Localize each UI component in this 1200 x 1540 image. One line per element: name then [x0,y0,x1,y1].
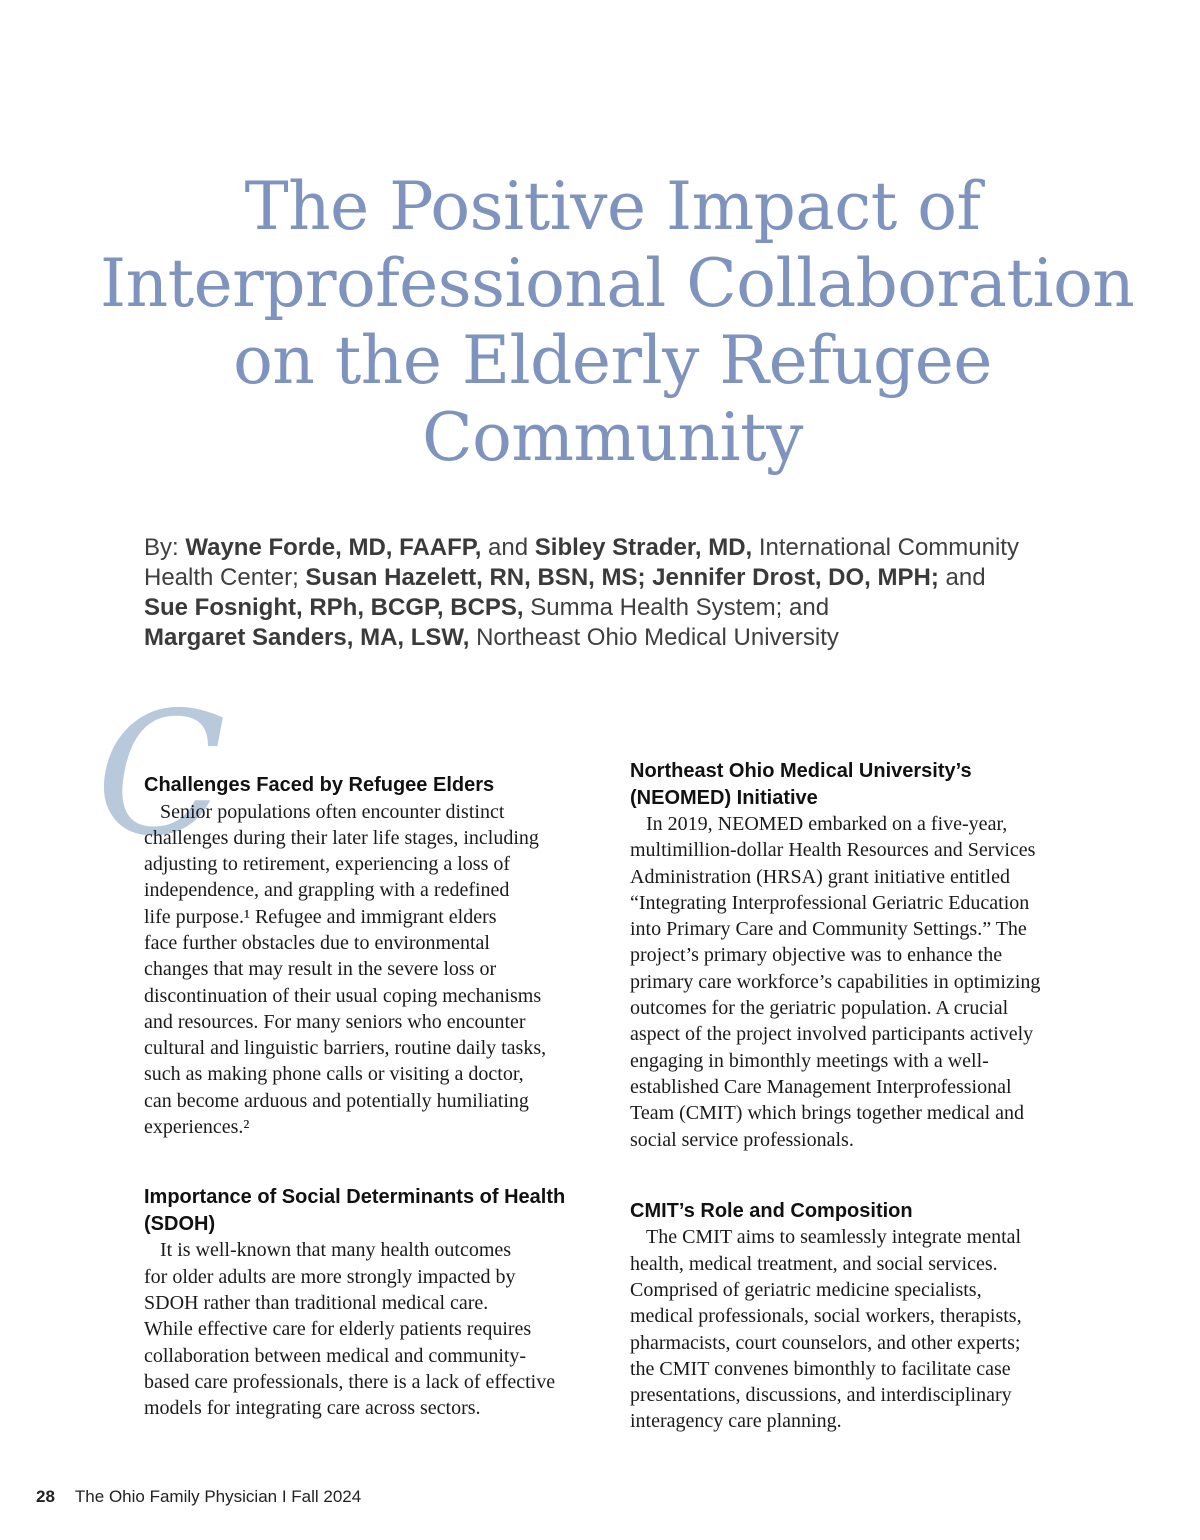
body-line: pharmacists, court counselors, and other experts; [630,1331,1021,1354]
left-column [144,772,604,1421]
publication-name: The Ohio Family Physician I Fall 2024 [74,1487,362,1506]
page-number: 28 [36,1487,55,1506]
body-line: In 2019, NEOMED embarked on a five-year, [646,813,1008,835]
section-sdoh [144,1184,604,1421]
body-line: the CMIT convenes bimonthly to facilitate case [630,1357,1011,1380]
page-footer [36,1487,361,1507]
byline-line [144,623,1104,653]
byline-text: International Community [752,534,1019,561]
section-heading [144,1184,604,1237]
body-line: life purpose.¹ Refugee and immigrant elders [144,905,497,928]
body-line: and resources. For many seniors who encounter [144,1010,526,1033]
section-heading [630,1198,1090,1225]
body-line: project’s primary objective was to enhance the [630,944,1003,967]
body-line: social service professionals. [630,1128,854,1151]
section-cmit [630,1198,1090,1435]
body-line: such as making phone calls or visiting a doctor, [144,1063,524,1086]
byline-line [144,563,1104,593]
byline-line [144,593,1104,623]
section-challenges [144,772,604,1140]
heading-line: (NEOMED) Initiative [630,786,818,809]
body-line: based care professionals, there is a lack of effective [144,1370,556,1393]
byline-text: Summa Health System; and [523,594,830,621]
body-line: medical professionals, social workers, therapists, [630,1305,1022,1328]
body-line: engaging in bimonthly meetings with a well- [630,1049,989,1072]
body-line: face further obstacles due to environmental [144,931,490,954]
body-line: It is well-known that many health outcomes [160,1239,512,1262]
body-line: multimillion-dollar Health Resources and Services [630,839,1036,862]
heading-line: Importance of Social Determinants of Health [144,1186,566,1209]
heading-line: (SDOH) [144,1212,216,1235]
section-heading [144,772,604,799]
body-line: Comprised of geriatric medicine specialists, [630,1278,982,1301]
body-line: Senior populations often encounter distinct [160,800,505,823]
body-line: Administration (HRSA) grant initiative entitled [630,865,1010,888]
heading-line: Northeast Ohio Medical University’s [630,760,972,782]
body-line: into Primary Care and Community Settings.” The [630,918,1027,941]
author-name: Wayne Forde, MD, FAAFP, [185,534,482,561]
body-line: cultural and linguistic barriers, routine daily tasks, [144,1037,547,1060]
section-body [630,811,1090,1153]
byline-text: Northeast Ohio Medical University [469,624,839,651]
body-line: discontinuation of their usual coping mechanisms [144,984,542,1007]
author-name: Susan Hazelett, RN, BSN, MS; Jennifer Drost, DO, MPH; [305,564,939,591]
body-line: outcomes for the geriatric population. A crucial [630,997,1009,1020]
byline-text: Health Center; [144,564,306,591]
body-line: The CMIT aims to seamlessly integrate mental [646,1226,1022,1249]
byline-text: and [481,534,535,561]
body-line: aspect of the project involved participants actively [630,1023,1034,1046]
body-line: interagency care planning. [630,1410,842,1433]
body-line: for older adults are more strongly impacted by [144,1265,516,1288]
section-body [630,1224,1090,1434]
right-column [630,758,1090,1435]
body-line: established Care Management Interprofessional [630,1075,1012,1098]
body-line: changes that may result in the severe loss or [144,958,497,981]
title-line: on the Elderly Refugee [233,322,992,399]
byline-line [144,533,1104,563]
byline-text: and [938,564,986,591]
article-title [100,168,1135,476]
title-line: Interprofessional Collaboration [100,245,1135,322]
body-line: adjusting to retirement, experiencing a loss of [144,853,511,876]
decorative-drop-cap: C [96,676,227,874]
body-line: “Integrating Interprofessional Geriatric Education [630,891,1030,914]
body-line: Team (CMIT) which brings together medical and [630,1102,1025,1125]
section-body [144,799,604,1141]
section-neomed [630,758,1090,1153]
author-name: Margaret Sanders, MA, LSW, [144,624,470,651]
body-line: While effective care for elderly patients requires [144,1318,532,1341]
author-name: Sue Fosnight, RPh, BCGP, BCPS, [144,594,524,621]
section-heading [630,758,1090,811]
title-line: Community [422,399,803,476]
title-line: The Positive Impact of [244,168,981,245]
body-line: primary care workforce’s capabilities in optimizing [630,970,1041,993]
body-line: health, medical treatment, and social services. [630,1252,998,1275]
section-body [144,1237,604,1421]
body-line: collaboration between medical and community- [144,1344,527,1367]
body-line: SDOH rather than traditional medical care. [144,1291,489,1314]
heading-line: Challenges Faced by Refugee Elders [144,774,495,796]
body-line: independence, and grappling with a redefined [144,879,510,902]
author-name: Sibley Strader, MD, [534,534,753,561]
heading-line: CMIT’s Role and Composition [630,1199,913,1222]
byline-text: By: [144,534,186,561]
body-line: models for integrating care across sectors. [144,1397,481,1420]
body-line: can become arduous and potentially humiliating [144,1089,529,1112]
body-line: experiences.² [144,1116,250,1139]
body-line: presentations, discussions, and interdisciplinary [630,1384,1012,1407]
author-byline [144,533,1104,653]
body-line: challenges during their later life stages, including [144,826,539,849]
